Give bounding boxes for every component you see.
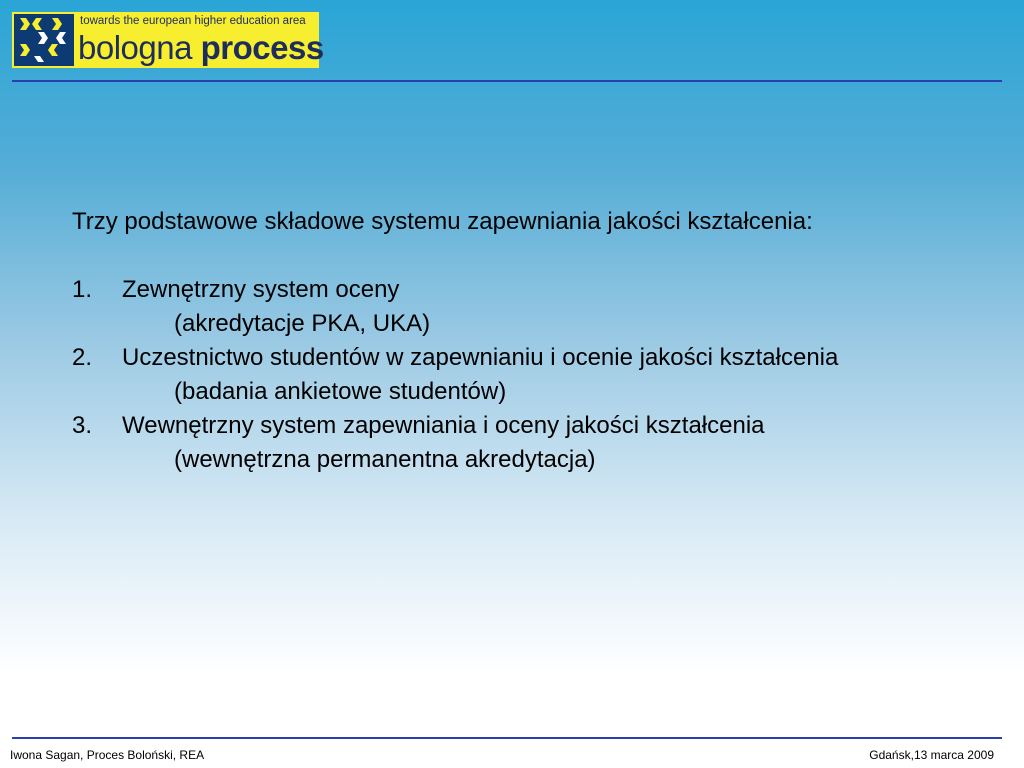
bologna-process-logo (12, 12, 324, 68)
logo-name-part2: process (200, 29, 324, 66)
list-item-detail: (akredytacje PKA, UKA) (174, 310, 431, 337)
list-item (72, 409, 1002, 443)
list-item (72, 341, 1002, 375)
logo-tagline: towards the european higher education area (80, 15, 306, 27)
list-item-detail: (wewnętrzna permanentna akredytacja) (174, 446, 596, 473)
logo-name-part1: bologna (78, 29, 192, 66)
list-item-title: Zewnętrzny system oceny (122, 276, 400, 303)
list-item (72, 273, 1002, 307)
spacer (72, 239, 1002, 273)
footer-divider (12, 737, 1002, 739)
list-item-detail: (badania ankietowe studentów) (174, 378, 507, 405)
footer-author: Iwona Sagan, Proces Boloński, REA (10, 748, 205, 762)
list-item-title: Wewnętrzny system zapewniania i oceny jakości kształcenia (122, 412, 765, 439)
list-item-title: Uczestnictwo studentów w zapewnianiu i ocenie jakości kształcenia (122, 344, 839, 371)
list-item-number: 2. (72, 344, 93, 371)
logo-mark-icon (14, 14, 74, 66)
list-item-number: 3. (72, 412, 93, 439)
header-divider (12, 80, 1002, 82)
logo-name (78, 29, 324, 67)
slide-content (72, 205, 1002, 477)
slide-intro: Trzy podstawowe składowe systemu zapewniania jakości kształcenia: (72, 208, 813, 235)
footer-date: Gdańsk,13 marca 2009 (869, 748, 994, 762)
list-item-number: 1. (72, 276, 93, 303)
